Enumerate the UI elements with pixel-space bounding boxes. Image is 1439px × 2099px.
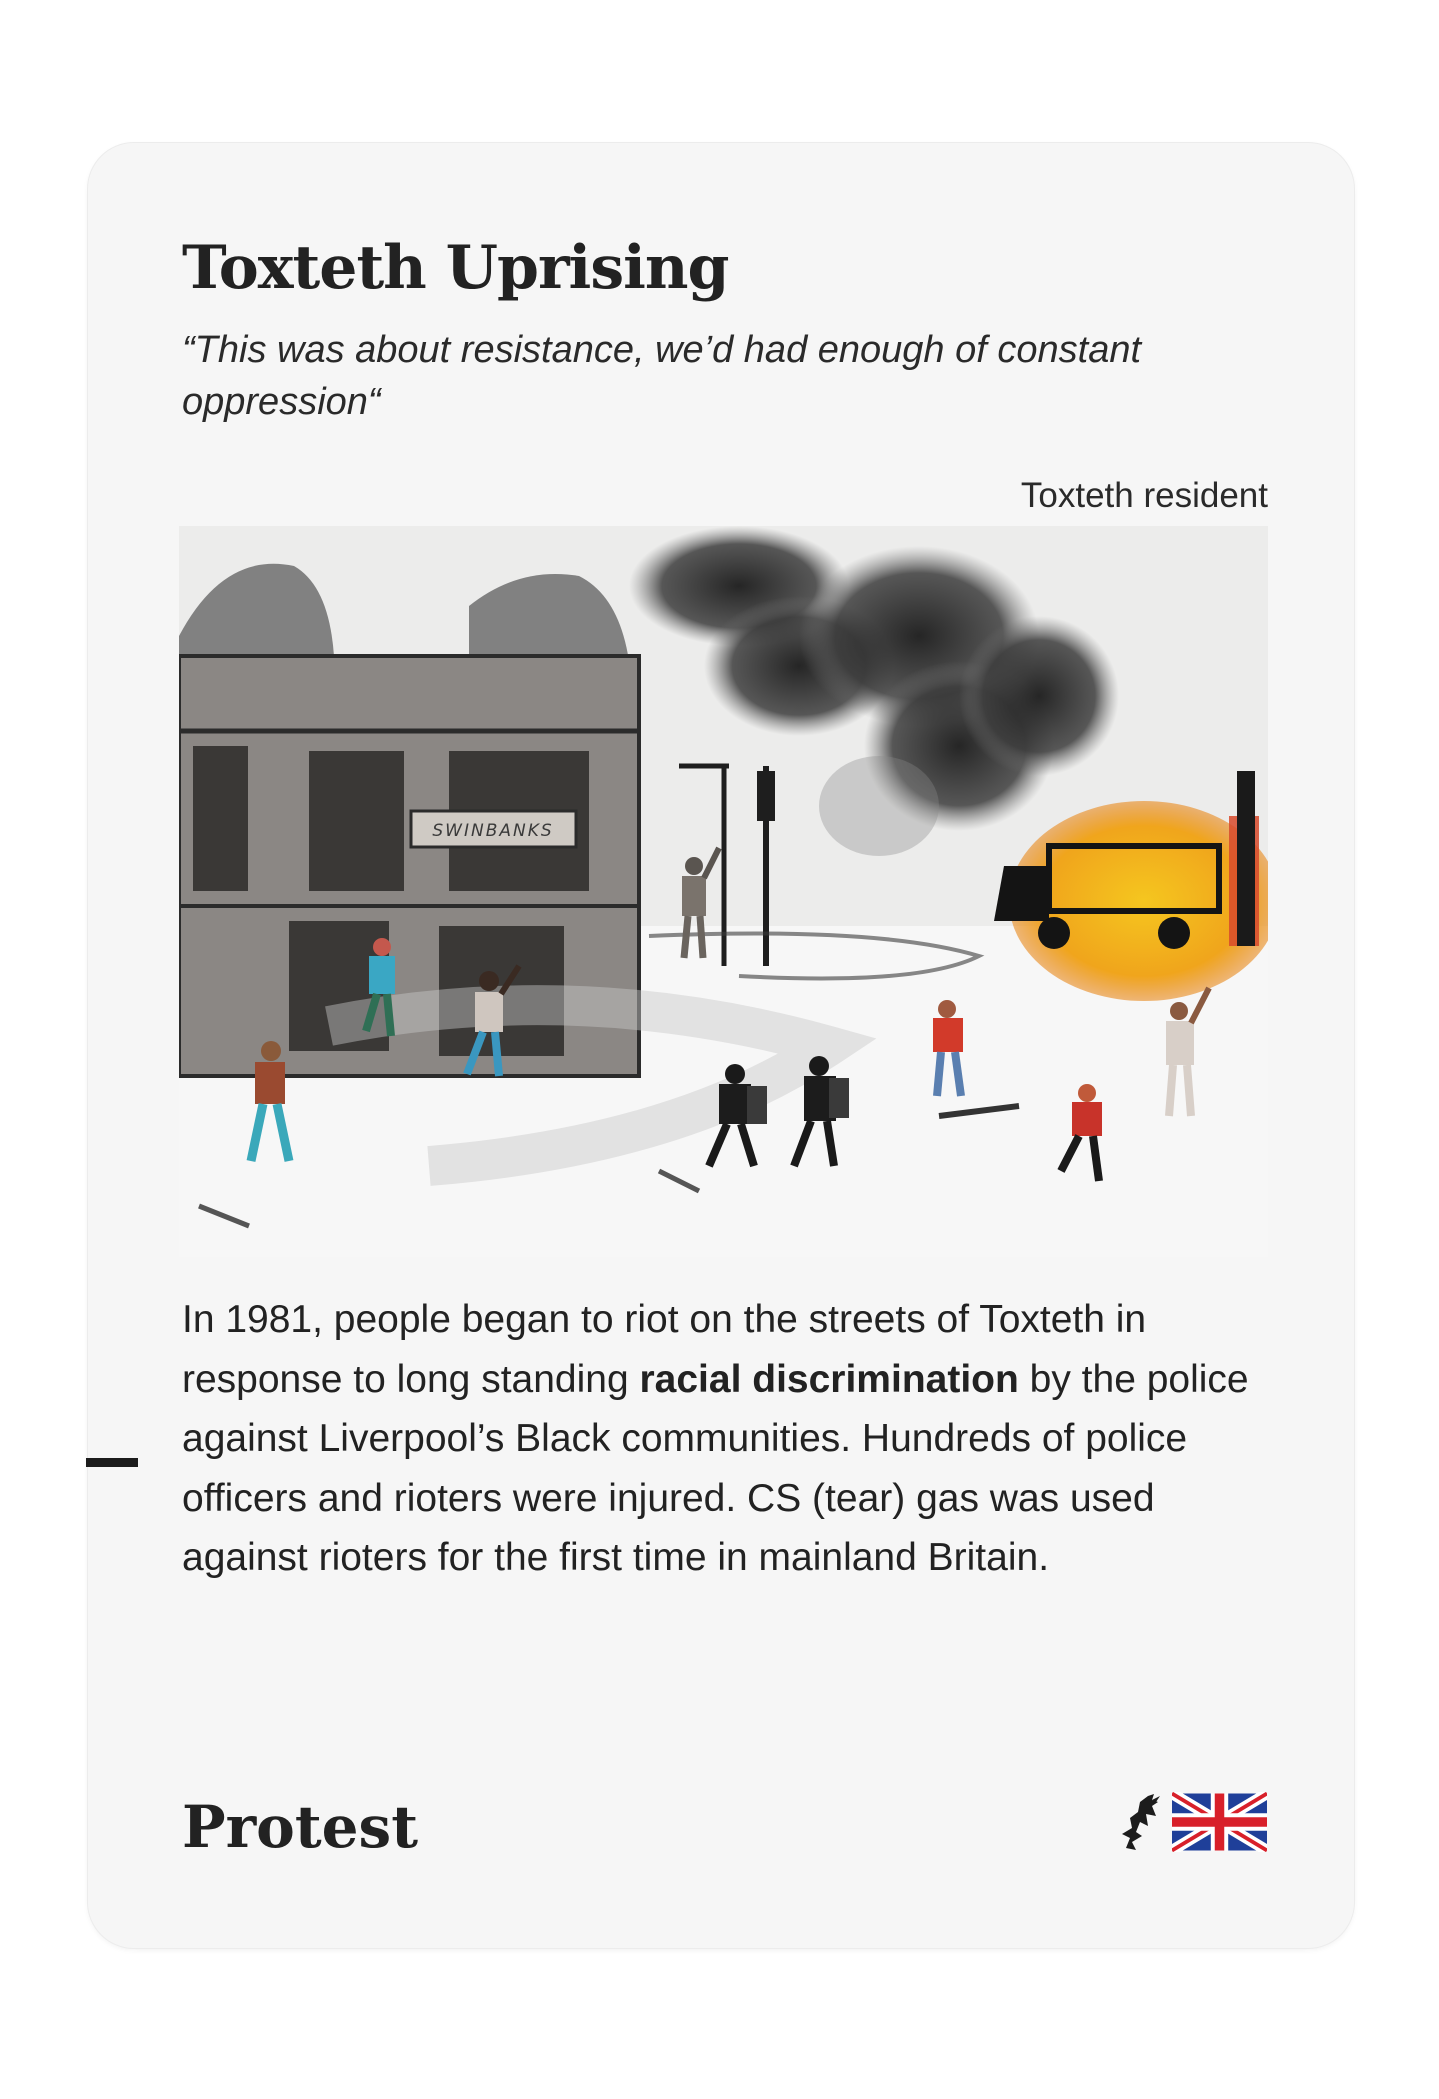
description-emphasis: racial discrimination <box>639 1357 1019 1401</box>
margin-mark <box>86 1458 138 1467</box>
quote-attribution: Toxteth resident <box>1020 476 1268 515</box>
card-quote: “This was about resistance, we’d had enough of constant oppression“ <box>182 329 1142 423</box>
card-description <box>182 1290 1272 1588</box>
card-title: Toxteth Uprising <box>182 233 729 303</box>
description-text-1: In 1981, people began to riot on the streets of Toxteth in response to long standing <box>182 1298 1147 1401</box>
card-category: Protest <box>182 1793 418 1861</box>
liver-bird-icon <box>1118 1792 1162 1854</box>
description-text-2: by the police against Liverpool’s Black communities. Hundreds of police officers and rioters were injured. CS (tear) gas was used against rioters for the first time in mainland Britain. <box>182 1357 1249 1579</box>
shop-sign: SWINBANKS <box>432 821 554 841</box>
union-jack-flag-icon <box>1172 1792 1267 1852</box>
riot-illustration <box>179 526 1268 1257</box>
